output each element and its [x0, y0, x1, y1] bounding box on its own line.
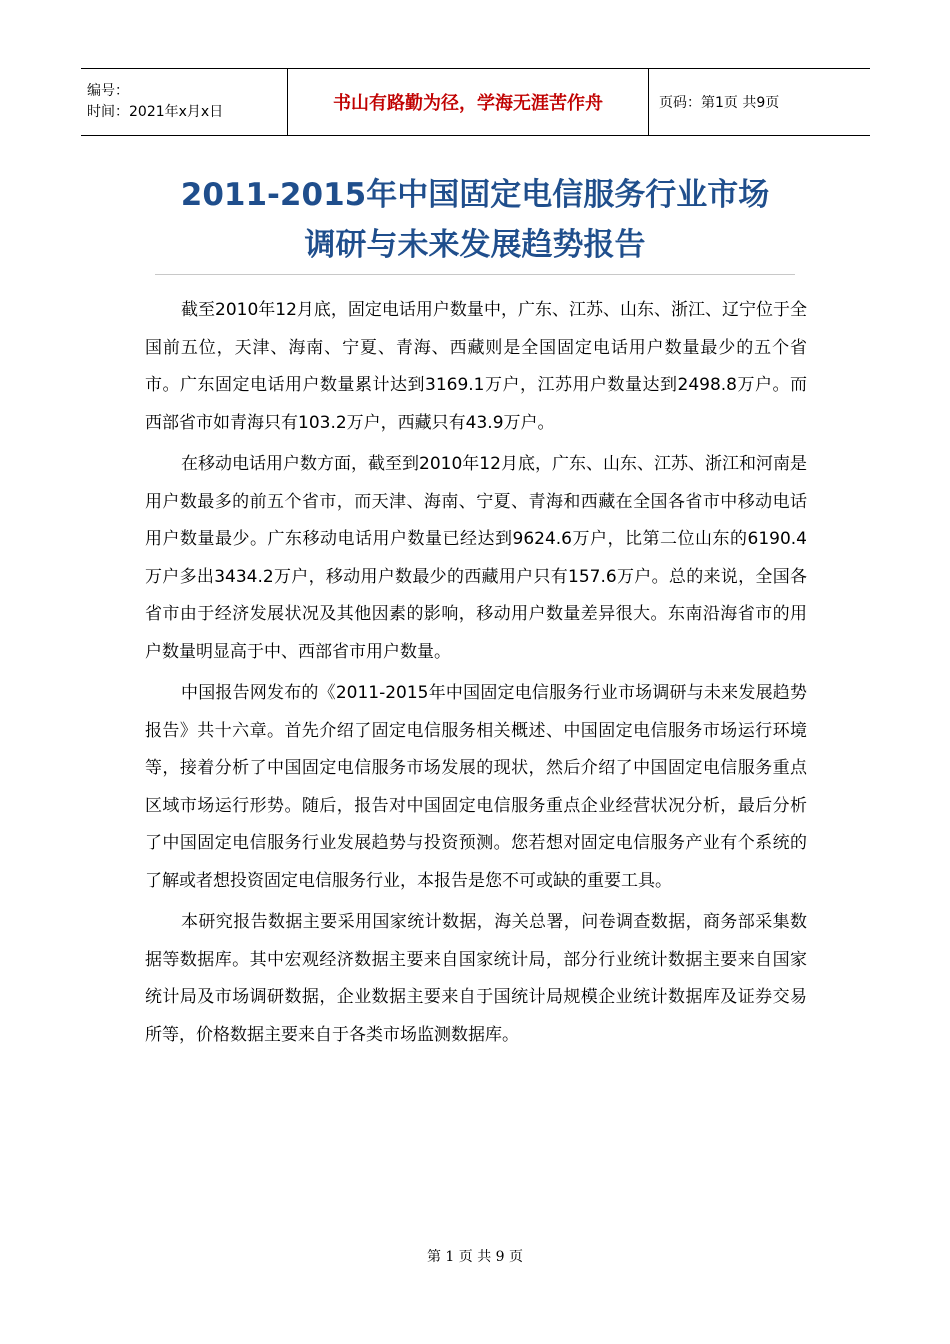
paragraph-mobile-users: 在移动电话用户数方面，截至到2010年12月底，广东、山东、江苏、浙江和河南是用户数最多的前五个省市，而天津、海南、宁夏、青海和西藏在全国各省市中移动电话用户数量最少。广东移动电话用户数量已经达到9624.6万户，比第二位山东的6190.4万户多出3434.2万户，移动用户数最少的西藏用户只有157.6万户。总的来说，全国各省市由于经济发展状况及其他因素的影响，移动用户数量差异很大。东南沿海省市的用户数量明显高于中、西部省市用户数量。	[145, 454, 807, 662]
document-title	[155, 170, 795, 275]
page-header	[81, 68, 870, 136]
document-date-label: 时间：2021年x月x日	[87, 104, 224, 120]
title-line-2: 调研与未来发展趋势报告	[304, 227, 646, 263]
header-motto: 书山有路勤为径，学海无涯苦作舟	[288, 69, 649, 136]
page-footer: 第 1 页 共 9 页	[426, 1249, 524, 1265]
paragraph-data-sources: 本研究报告数据主要采用国家统计数据，海关总署，问卷调查数据，商务部采集数据等数据库。其中宏观经济数据主要来自国家统计局，部分行业统计数据主要来自国家统计局及市场调研数据，企业数据主要来自于国统计局规模企业统计数据库及证券交易所等，价格数据主要来自于各类市场监测数据库。	[145, 912, 807, 1045]
paragraph-fixed-line-users: 截至2010年12月底，固定电话用户数量中，广东、江苏、山东、浙江、辽宁位于全国前五位，天津、海南、宁夏、青海、西藏则是全国固定电话用户数量最少的五个省市。广东固定电话用户数量累计达到3169.1万户，江苏用户数量达到2498.8万户。而西部省市如青海只有103.2万户，西藏只有43.9万户。	[145, 300, 807, 433]
paragraph-report-overview: 中国报告网发布的《2011-2015年中国固定电信服务行业市场调研与未来发展趋势报告》共十六章。首先介绍了固定电信服务相关概述、中国固定电信服务市场运行环境等，接着分析了中国固定电信服务市场发展的现状，然后介绍了中国固定电信服务重点区域市场运行形势。随后，报告对中国固定电信服务重点企业经营状况分析，最后分析了中国固定电信服务行业发展趋势与投资预测。您若想对固定电信服务产业有个系统的了解或者想投资固定电信服务行业，本报告是您不可或缺的重要工具。	[145, 683, 807, 891]
header-page-number: 页码：第1页 共9页	[649, 69, 871, 136]
title-line-1: 2011-2015年中国固定电信服务行业市场	[180, 177, 770, 213]
document-number-label: 编号：	[87, 83, 129, 99]
header-meta	[81, 69, 288, 136]
document-body	[145, 292, 807, 1058]
